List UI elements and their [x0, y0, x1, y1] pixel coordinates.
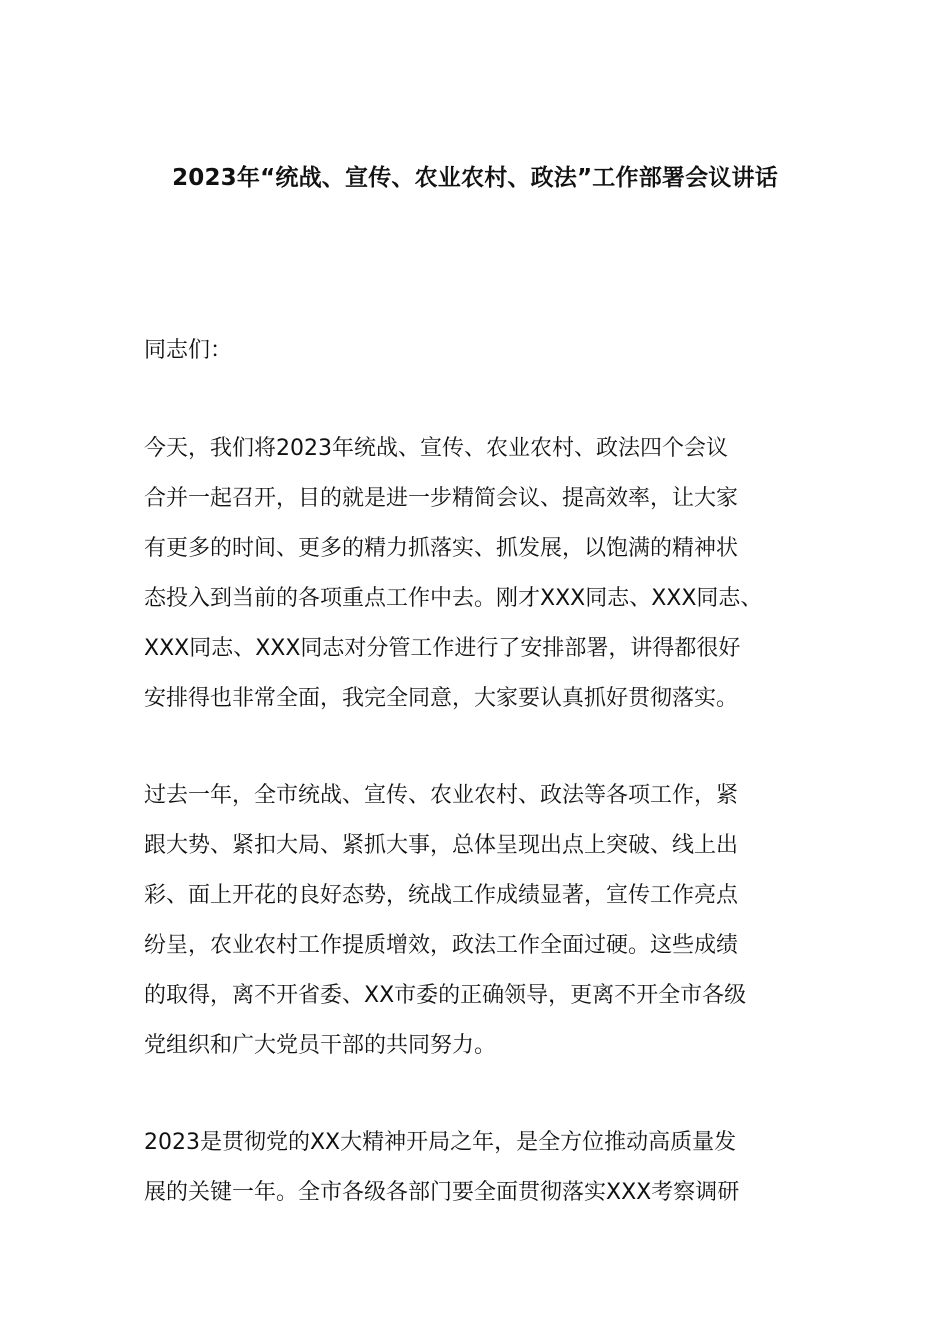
paragraph-line: 展的关键一年。全市各级各部门要全面贯彻落实XXX考察调研 [144, 1180, 740, 1205]
document-title: 2023年“统战、宣传、农业农村、政法”工作部署会议讲话 [172, 165, 778, 191]
paragraph-line: 合并一起召开，目的就是进一步精简会议、提高效率，让大家 [144, 486, 739, 511]
paragraph-line: 过去一年，全市统战、宣传、农业农村、政法等各项工作，紧 [144, 783, 739, 808]
paragraph-line: XXX同志、XXX同志对分管工作进行了安排部署，讲得都很好 [144, 636, 741, 661]
salutation: 同志们： [144, 338, 233, 363]
paragraph-line: 态投入到当前的各项重点工作中去。刚才XXX同志、XXX同志、 [144, 586, 763, 611]
paragraph-line: 2023是贯彻党的XX大精神开局之年，是全方位推动高质量发 [144, 1130, 737, 1155]
paragraph-2 [144, 771, 814, 1071]
paragraph-line: 有更多的时间、更多的精力抓落实、抓发展，以饱满的精神状 [144, 536, 739, 561]
paragraph-line: 的取得，离不开省委、XX市委的正确领导，更离不开全市各级 [144, 983, 747, 1008]
paragraph-line: 纷呈，农业农村工作提质增效，政法工作全面过硬。这些成绩 [144, 933, 739, 958]
paragraph-line: 今天，我们将2023年统战、宣传、农业农村、政法四个会议 [144, 436, 728, 461]
paragraph-3 [144, 1118, 814, 1218]
paragraph-line: 安排得也非常全面，我完全同意，大家要认真抓好贯彻落实。 [144, 686, 739, 711]
paragraph-1 [144, 424, 814, 724]
paragraph-line: 党组织和广大党员干部的共同努力。 [144, 1033, 497, 1058]
paragraph-line: 彩、面上开花的良好态势，统战工作成绩显著，宣传工作亮点 [144, 883, 739, 908]
paragraph-line: 跟大势、紧扣大局、紧抓大事，总体呈现出点上突破、线上出 [144, 833, 739, 858]
